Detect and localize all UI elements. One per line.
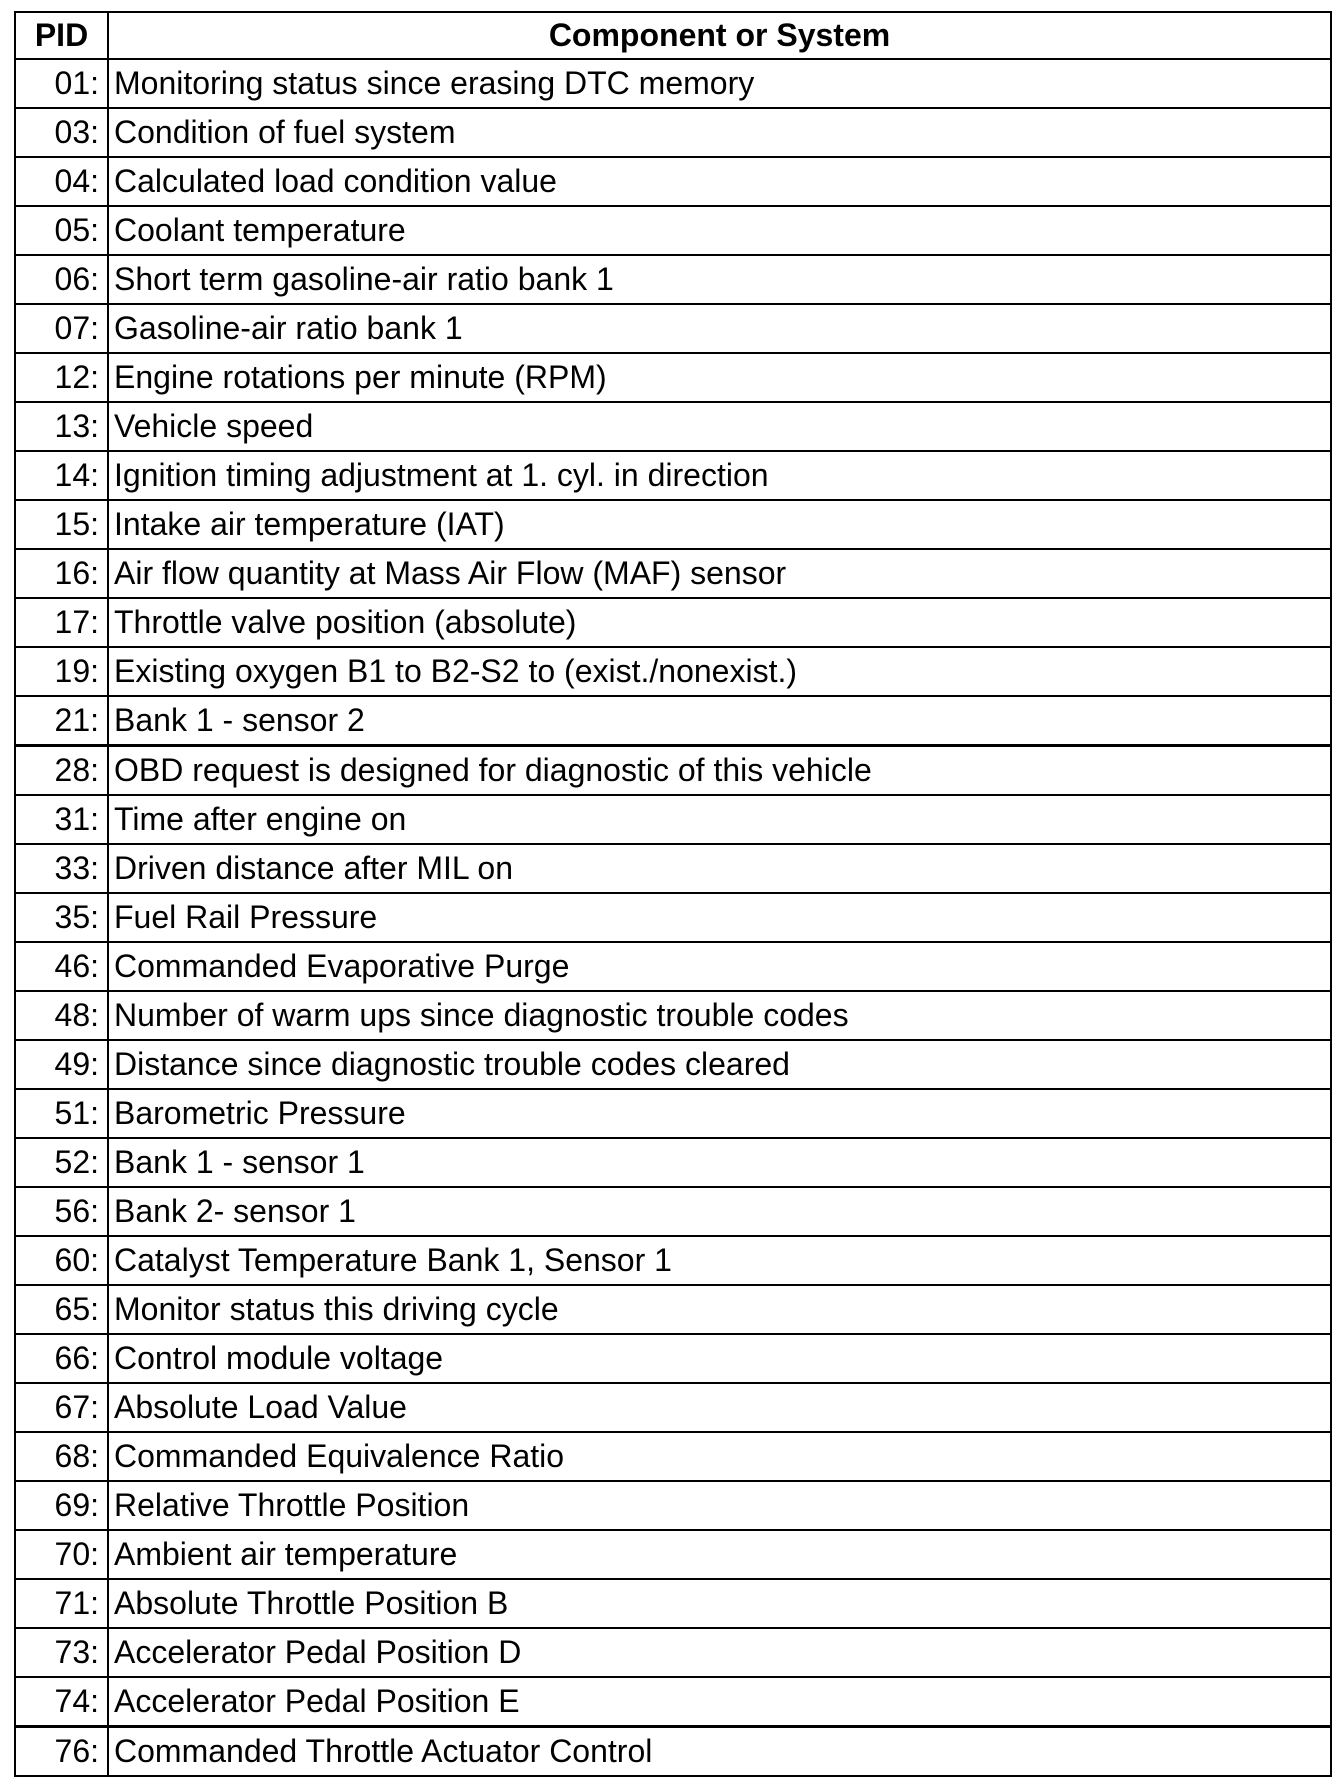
component-cell: Vehicle speed (108, 402, 1331, 451)
component-cell: Bank 1 - sensor 2 (108, 696, 1331, 746)
pid-cell: 65: (15, 1285, 108, 1334)
table-row (15, 549, 1331, 598)
pid-cell: 16: (15, 549, 108, 598)
component-cell: Number of warm ups since diagnostic trouble codes (108, 991, 1331, 1040)
table-row (15, 1285, 1331, 1334)
pid-cell: 17: (15, 598, 108, 647)
table-row (15, 304, 1331, 353)
table-row (15, 500, 1331, 549)
table-row (15, 1530, 1331, 1579)
component-cell: Fuel Rail Pressure (108, 893, 1331, 942)
pid-cell: 71: (15, 1579, 108, 1628)
pid-cell: 35: (15, 893, 108, 942)
table-row (15, 59, 1331, 108)
pid-cell: 74: (15, 1677, 108, 1727)
table-row (15, 157, 1331, 206)
pid-cell: 52: (15, 1138, 108, 1187)
component-cell: Gasoline-air ratio bank 1 (108, 304, 1331, 353)
pid-cell: 67: (15, 1383, 108, 1432)
table-row (15, 598, 1331, 647)
component-cell: Relative Throttle Position (108, 1481, 1331, 1530)
table-row (15, 795, 1331, 844)
component-cell: Ignition timing adjustment at 1. cyl. in direction (108, 451, 1331, 500)
table-row (15, 746, 1331, 796)
pid-cell: 68: (15, 1432, 108, 1481)
pid-cell: 66: (15, 1334, 108, 1383)
table-row (15, 1383, 1331, 1432)
header-row (15, 12, 1331, 59)
component-cell: Existing oxygen B1 to B2-S2 to (exist./nonexist.) (108, 647, 1331, 696)
component-column-header: Component or System (108, 12, 1331, 59)
component-cell: Coolant temperature (108, 206, 1331, 255)
component-cell: Engine rotations per minute (RPM) (108, 353, 1331, 402)
component-cell: Monitoring status since erasing DTC memory (108, 59, 1331, 108)
table-row (15, 402, 1331, 451)
table-row (15, 1481, 1331, 1530)
pid-cell: 19: (15, 647, 108, 696)
pid-cell: 73: (15, 1628, 108, 1677)
table-row (15, 206, 1331, 255)
component-cell: Time after engine on (108, 795, 1331, 844)
component-cell: Absolute Load Value (108, 1383, 1331, 1432)
pid-cell: 69: (15, 1481, 108, 1530)
table-row (15, 1334, 1331, 1383)
component-cell: Control module voltage (108, 1334, 1331, 1383)
table-row (15, 647, 1331, 696)
pid-cell: 46: (15, 942, 108, 991)
pid-cell: 04: (15, 157, 108, 206)
pid-cell: 07: (15, 304, 108, 353)
table-row (15, 696, 1331, 746)
pid-cell: 03: (15, 108, 108, 157)
pid-cell: 06: (15, 255, 108, 304)
pid-cell: 21: (15, 696, 108, 746)
table-row (15, 1579, 1331, 1628)
table-row (15, 844, 1331, 893)
pid-column-header: PID (15, 12, 108, 59)
component-cell: Throttle valve position (absolute) (108, 598, 1331, 647)
table-row (15, 108, 1331, 157)
pid-cell: 33: (15, 844, 108, 893)
pid-cell: 01: (15, 59, 108, 108)
component-cell: Catalyst Temperature Bank 1, Sensor 1 (108, 1236, 1331, 1285)
component-cell: Air flow quantity at Mass Air Flow (MAF) sensor (108, 549, 1331, 598)
pid-cell: 76: (15, 1727, 108, 1777)
table-row (15, 942, 1331, 991)
table-row (15, 1040, 1331, 1089)
component-cell: Commanded Equivalence Ratio (108, 1432, 1331, 1481)
pid-cell: 48: (15, 991, 108, 1040)
table-row (15, 1432, 1331, 1481)
table-row (15, 1727, 1331, 1777)
pid-cell: 13: (15, 402, 108, 451)
component-cell: Driven distance after MIL on (108, 844, 1331, 893)
pid-cell: 70: (15, 1530, 108, 1579)
pid-table (14, 11, 1332, 1777)
table-row (15, 893, 1331, 942)
component-cell: Bank 1 - sensor 1 (108, 1138, 1331, 1187)
table-row (15, 1187, 1331, 1236)
pid-cell: 28: (15, 746, 108, 796)
component-cell: Short term gasoline-air ratio bank 1 (108, 255, 1331, 304)
component-cell: Commanded Throttle Actuator Control (108, 1727, 1331, 1777)
table-row (15, 1236, 1331, 1285)
pid-cell: 31: (15, 795, 108, 844)
pid-cell: 60: (15, 1236, 108, 1285)
component-cell: Barometric Pressure (108, 1089, 1331, 1138)
component-cell: Calculated load condition value (108, 157, 1331, 206)
component-cell: Distance since diagnostic trouble codes cleared (108, 1040, 1331, 1089)
component-cell: Accelerator Pedal Position E (108, 1677, 1331, 1727)
component-cell: Monitor status this driving cycle (108, 1285, 1331, 1334)
component-cell: Bank 2- sensor 1 (108, 1187, 1331, 1236)
table-row (15, 991, 1331, 1040)
table-row (15, 353, 1331, 402)
table-row (15, 1677, 1331, 1727)
pid-cell: 05: (15, 206, 108, 255)
table-row (15, 1628, 1331, 1677)
pid-cell: 12: (15, 353, 108, 402)
table-row (15, 255, 1331, 304)
component-cell: Accelerator Pedal Position D (108, 1628, 1331, 1677)
component-cell: Absolute Throttle Position B (108, 1579, 1331, 1628)
table-row (15, 1138, 1331, 1187)
pid-cell: 15: (15, 500, 108, 549)
pid-cell: 51: (15, 1089, 108, 1138)
pid-cell: 14: (15, 451, 108, 500)
component-cell: Ambient air temperature (108, 1530, 1331, 1579)
table-row (15, 451, 1331, 500)
table-row (15, 1089, 1331, 1138)
component-cell: OBD request is designed for diagnostic of this vehicle (108, 746, 1331, 796)
component-cell: Condition of fuel system (108, 108, 1331, 157)
table-body (15, 59, 1331, 1776)
component-cell: Intake air temperature (IAT) (108, 500, 1331, 549)
pid-cell: 49: (15, 1040, 108, 1089)
component-cell: Commanded Evaporative Purge (108, 942, 1331, 991)
pid-cell: 56: (15, 1187, 108, 1236)
